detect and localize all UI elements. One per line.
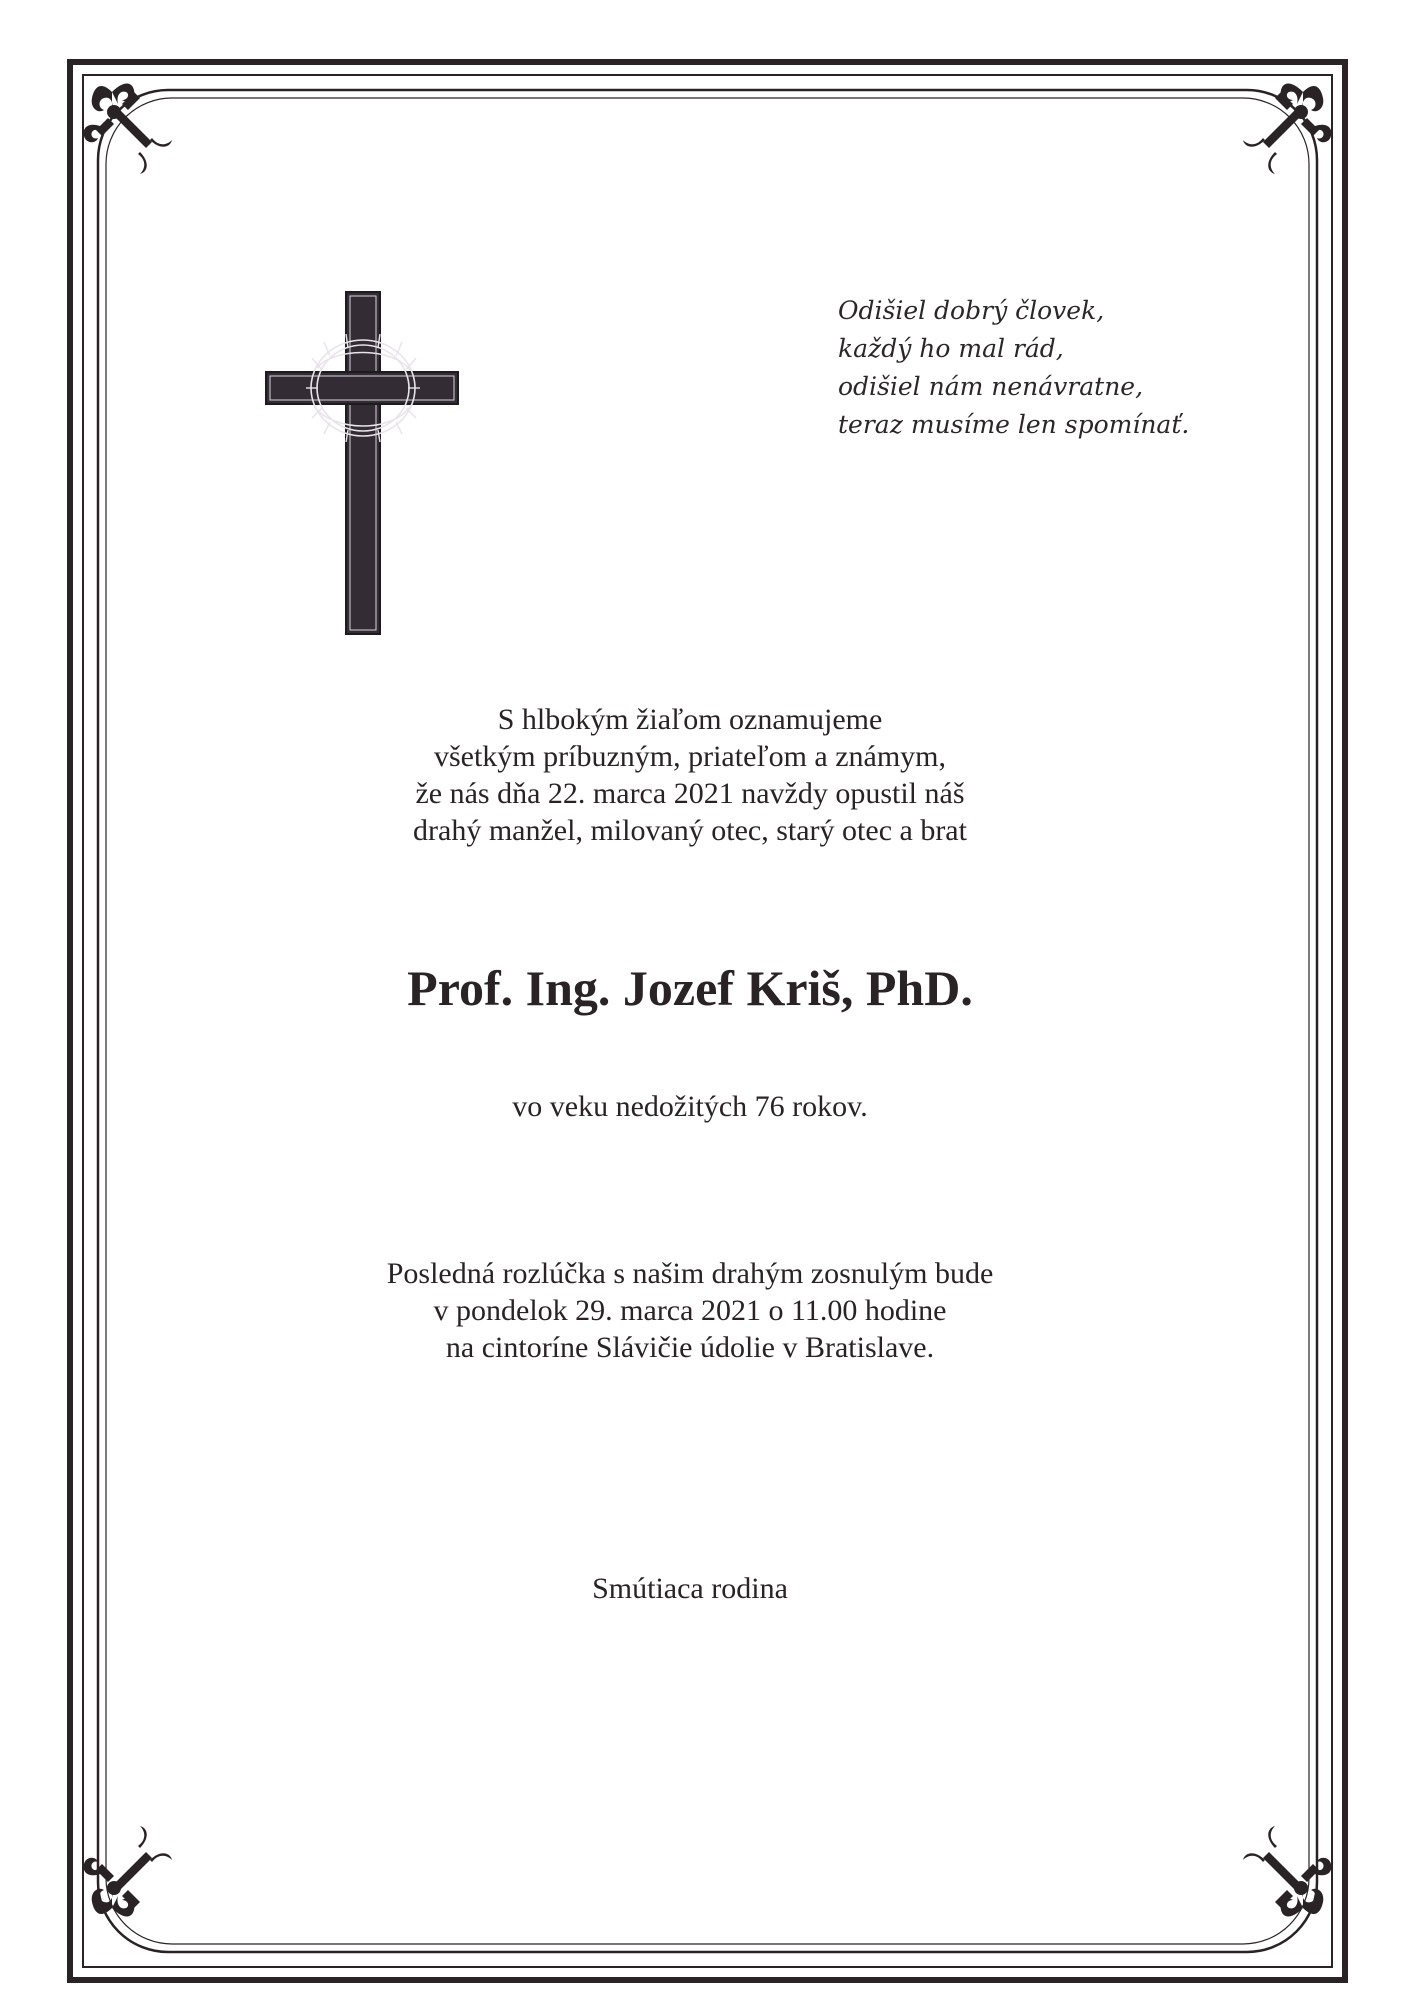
funeral-line: na cintoríne Slávičie údolie v Bratislave. [445,1331,935,1364]
deceased-age: vo veku nedožitých 76 rokov. [512,1090,868,1123]
funeral-line: v pondelok 29. marca 2021 o 11.00 hodine [433,1294,947,1327]
funeral-line: Posledná rozlúčka s našim drahým zosnulým bude [386,1257,994,1290]
announcement-line: že nás dňa 22. marca 2021 navždy opustil náš [415,777,965,810]
poem-line: Odišiel dobrý človek, [838,296,1105,325]
deceased-name: Prof. Ing. Jozef Kriš, PhD. [407,960,973,1016]
cross-with-crown-of-thorns-icon [262,288,462,638]
announcement-line: všetkým príbuzným, priateľom a známym, [433,740,947,773]
announcement-line: S hlbokým žiaľom oznamujeme [497,703,883,736]
family-signature: Smútiaca rodina [592,1572,788,1605]
memorial-poem [838,292,1258,444]
funeral-details [280,1255,1100,1366]
poem-line: každý ho mal rád, [838,334,1064,363]
death-announcement [300,701,1080,849]
poem-line: odišiel nám nenávratne, [838,372,1144,401]
poem-line: teraz musíme len spomínať. [838,410,1190,439]
announcement-line: drahý manžel, milovaný otec, starý otec a brat [413,814,967,847]
